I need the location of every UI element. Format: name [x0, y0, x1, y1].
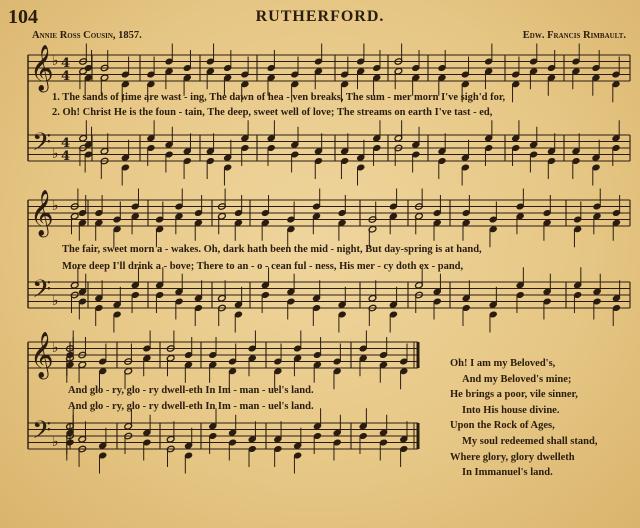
system-3-verse-1: And glo - ry, glo - ry dwell-eth In Im - man - uel's land. — [68, 385, 314, 396]
poem-line: And my Beloved's mine; — [462, 373, 572, 385]
poem-line: Upon the Rock of Ages, — [450, 420, 555, 432]
poem-line: Into His house divine. — [462, 404, 560, 416]
key-signature-flat: ♭ — [52, 198, 59, 214]
system-1-verse-2: 2. Oh! Christ He is the foun - tain, The deep, sweet well of love; The streams on earth I've tast - ed, — [52, 107, 493, 118]
poem-line: My soul redeemed shall stand, — [462, 435, 598, 447]
treble-clef: 𝄞 — [30, 332, 54, 378]
bass-clef: 𝄢 — [32, 416, 52, 451]
poem-line: Oh! I am my Beloved's, — [450, 358, 556, 369]
poem-line: He brings a poor, vile sinner, — [450, 389, 578, 401]
composer-credit: Edw. Francis Rimbault. — [522, 30, 626, 41]
lyricist-credit: Annie Ross Cousin, 1857. — [32, 30, 142, 41]
time-signature: 4 — [61, 149, 71, 164]
key-signature-flat: ♭ — [52, 146, 59, 162]
time-signature: 4 — [61, 136, 71, 151]
key-signature-flat: ♭ — [52, 293, 59, 309]
system-1-verse-1: 1. The sands of time are wast - ing, The dawn of hea - ven breaks, The sum - mer morn I've sigh'd for, — [52, 92, 506, 103]
poem-line: In Immanuel's land. — [462, 467, 553, 479]
time-signature: 4 — [61, 69, 71, 84]
additional-verse — [450, 356, 597, 481]
hymn-title: RUTHERFORD. — [255, 8, 385, 25]
system-3-verse-2: And glo - ry, glo - ry dwell-eth In Im - man - uel's land. — [68, 401, 314, 412]
page-number: 104 — [8, 6, 38, 28]
treble-clef: 𝄞 — [30, 190, 54, 236]
bass-clef: 𝄢 — [32, 128, 52, 163]
key-signature-flat: ♭ — [52, 340, 59, 356]
time-signature: 4 — [61, 56, 71, 71]
treble-clef: 𝄞 — [30, 45, 54, 91]
poem-line: Where glory, glory dwelleth — [450, 451, 575, 463]
bass-clef: 𝄢 — [32, 275, 52, 310]
system-2-verse-2: More deep I'll drink a - bove; There to an - o - cean ful - ness, His mer - cy doth ex - pand, — [62, 261, 464, 272]
key-signature-flat: ♭ — [52, 53, 59, 69]
system-2-verse-1: The fair, sweet morn a - wakes. Oh, dark hath been the mid - night, But day-spring is at hand, — [62, 244, 482, 255]
key-signature-flat: ♭ — [52, 434, 59, 450]
